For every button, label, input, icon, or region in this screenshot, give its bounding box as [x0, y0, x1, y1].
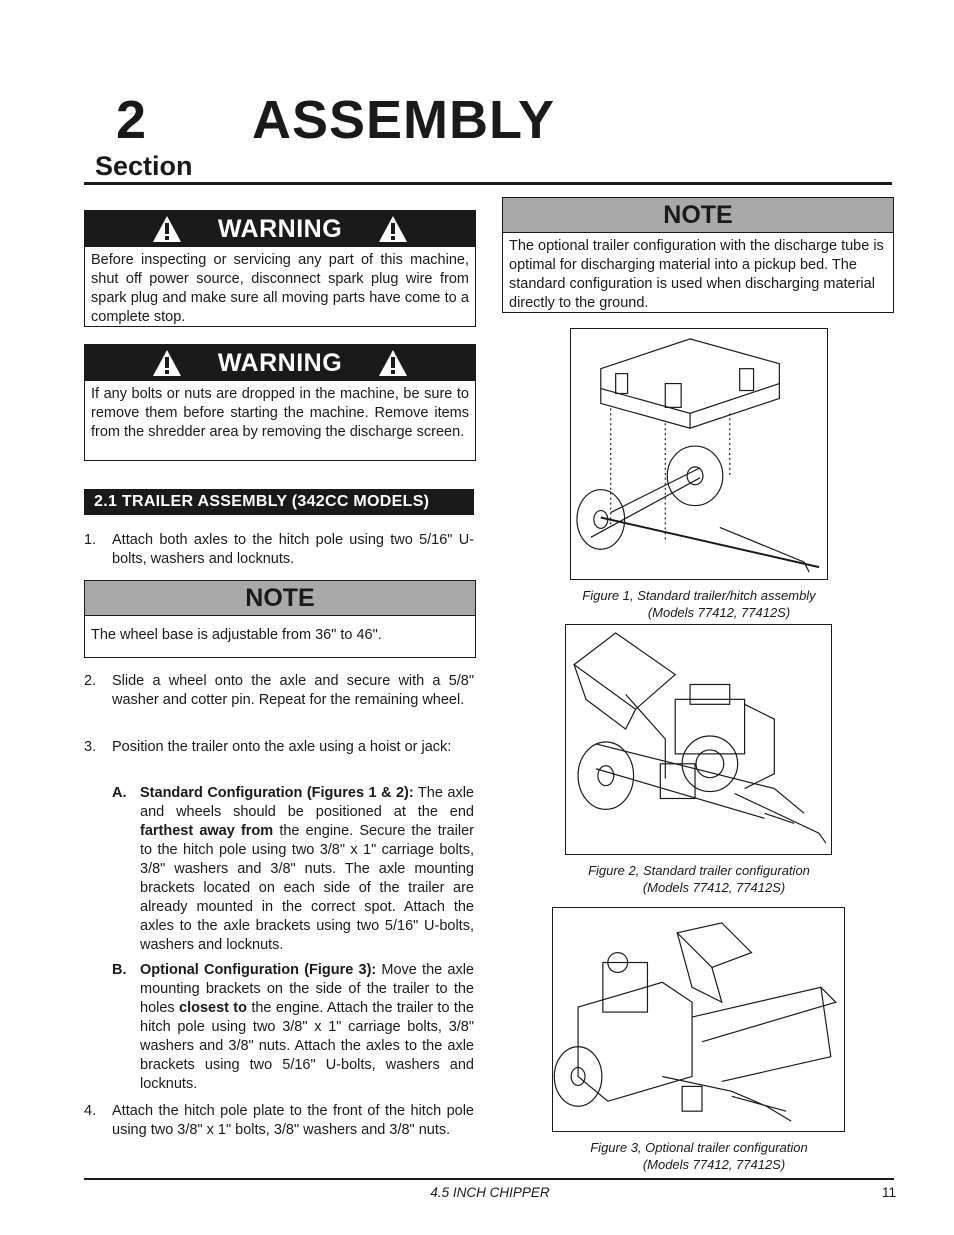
note-text: The optional trailer configuration with the discharge tube is optimal for discharging material into a pickup bed. The standard configuration is used when discharging material directly to the ground. [509, 238, 884, 311]
step-4 [84, 1102, 474, 1140]
note-box-trailer-config [502, 197, 894, 313]
warning-text: If any bolts or nuts are dropped in the machine, be sure to remove them before starting the machine. Remove items from the shredder area by removing the discharge screen. [91, 386, 469, 440]
figure-3-caption: Figure 3, Optional trailer configuration (Models 77412, 77412S) [590, 1140, 808, 1172]
figure-1-image [570, 328, 828, 580]
figure-2-caption: Figure 2, Standard trailer configuration (Models 77412, 77412S) [588, 863, 810, 895]
step-3 [84, 738, 474, 757]
note-header: NOTE [85, 581, 475, 616]
step-1 [84, 531, 474, 569]
note-text: The wheel base is adjustable from 36" to 46". [91, 627, 382, 643]
warning-header [85, 211, 475, 247]
warning-triangle-icon [152, 214, 182, 244]
step-letter: B. [112, 962, 127, 978]
step-number: 2. [84, 673, 97, 689]
warning-triangle-icon [378, 348, 408, 378]
figure-2-image [565, 624, 832, 855]
warning-label: WARNING [217, 214, 343, 243]
warning-triangle-icon [152, 348, 182, 378]
section-label: Section [95, 151, 193, 181]
step-number: 4. [84, 1103, 97, 1119]
warning-label: WARNING [217, 348, 343, 377]
page-number: 11 [881, 1185, 896, 1200]
footer-title: 4.5 INCH CHIPPER [430, 1185, 550, 1200]
subsection-heading: 2.1 TRAILER ASSEMBLY (342CC MODELS) [84, 489, 474, 515]
warning-box-inspect [84, 210, 476, 327]
step-text: Optional Configuration (Figure 3): Move the axle mounting brackets on the side of the trailer to the holes closest to the engine. Attach the trailer to the hitch pole using two 3/8" x 1" carriage bolts, 3/8" washers and 3/8" nuts. Attach the axles to the axle brackets using two 5/16" U-bolts, washers and locknuts. [140, 962, 475, 1092]
note-box-wheel-base [84, 580, 476, 658]
note-header: NOTE [503, 198, 893, 233]
figure-1-caption: Figure 1, Standard trailer/hitch assembly (Models 77412, 77412S) [582, 588, 816, 620]
warning-box-dropped-bolts [84, 344, 476, 461]
step-text: Standard Configuration (Figures 1 & 2): The axle and wheels should be positioned at the end farthest away from the engine. Secure the trailer to the hitch pole using two 3/8" x 1" carriage bolts, 3/8" washers and 3/8" nuts. The axle mounting brackets located on each side of the trailer are already mounted in the correct spot. Attach the axles to the axle brackets using two 5/16" U-bolts, washers and locknuts. [140, 785, 474, 953]
step-number: 1. [84, 532, 97, 548]
step-3a [112, 784, 474, 955]
warning-text: Before inspecting or servicing any part of this machine, shut off power source, disconnect spark plug wire from spark plug and make sure all moving parts have come to a complete stop. [91, 252, 469, 325]
section-number: 2 [116, 90, 148, 150]
step-text: Attach both axles to the hitch pole using two 5/16" U-bolts, washers and locknuts. [112, 532, 474, 567]
step-2 [84, 672, 474, 710]
step-number: 3. [84, 739, 97, 755]
step-text: Attach the hitch pole plate to the front of the hitch pole using two 3/8" x 1" bolts, 3/8" washers and 3/8" nuts. [112, 1103, 474, 1138]
warning-header [85, 345, 475, 381]
step-text: Position the trailer onto the axle using a hoist or jack: [112, 739, 452, 755]
step-3b [112, 961, 474, 1094]
footer-rule [84, 1178, 894, 1180]
figure-3-image [552, 907, 845, 1132]
section-title: ASSEMBLY [252, 90, 556, 150]
warning-triangle-icon [378, 214, 408, 244]
step-text: Slide a wheel onto the axle and secure with a 5/8" washer and cotter pin. Repeat for the remaining wheel. [112, 673, 474, 708]
step-letter: A. [112, 785, 127, 801]
header-rule [84, 182, 892, 185]
